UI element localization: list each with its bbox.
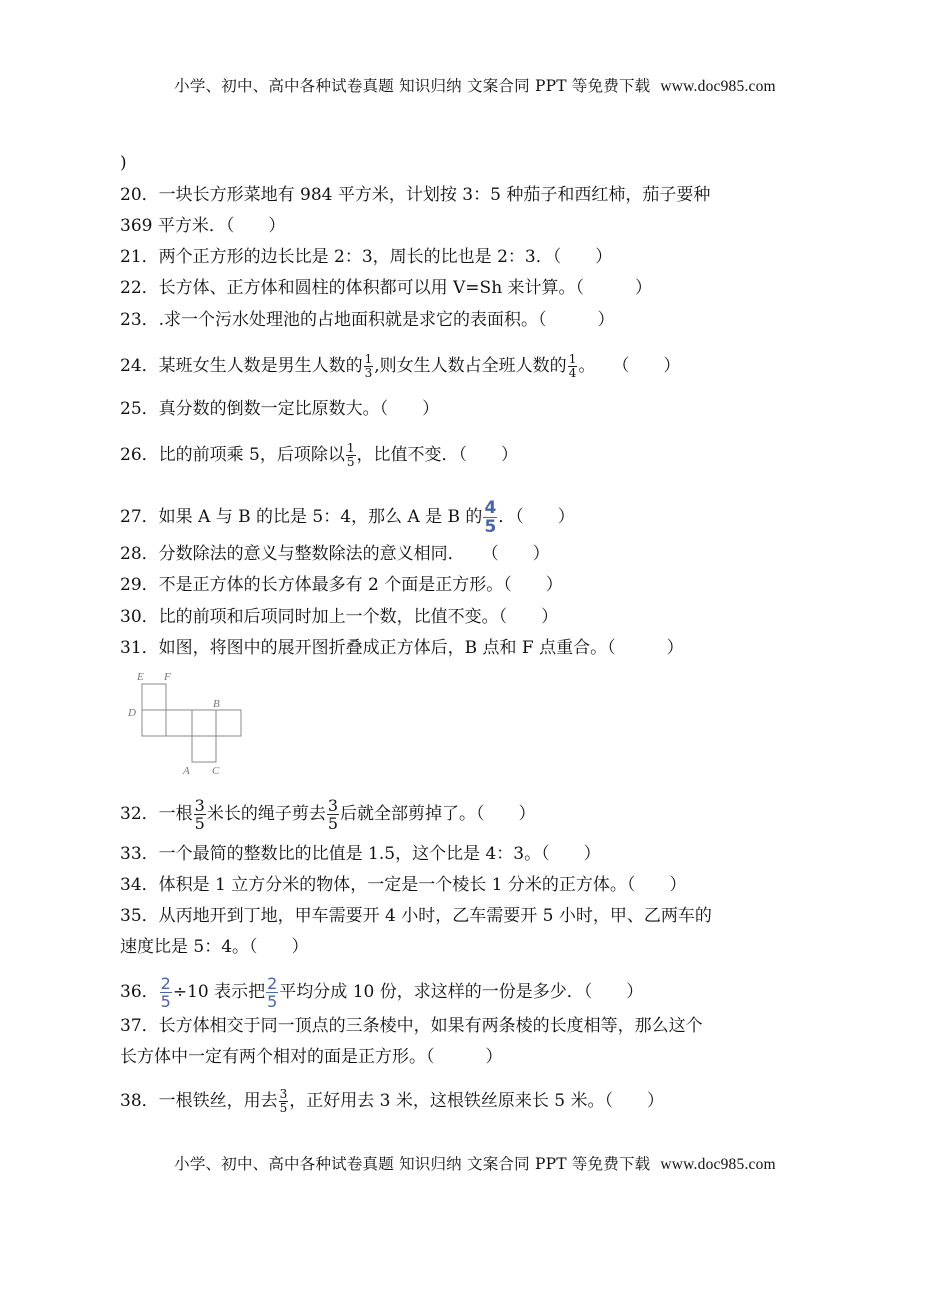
- net-square-top: [142, 684, 166, 710]
- question-37-line2: 长方体中一定有两个相对的面是正方形。（ ）: [120, 1047, 503, 1067]
- q32-text-a: 32．一根: [120, 804, 193, 824]
- fraction-numerator: 1: [568, 352, 577, 366]
- q24-text-a: 24．某班女生人数是男生人数的: [120, 356, 363, 376]
- fraction-denominator: 4: [568, 366, 577, 380]
- q26-text-b: ，比值不变．（ ）: [356, 445, 518, 465]
- net-square-4: [216, 710, 241, 736]
- fraction-three-fifths-c: [279, 1088, 289, 1115]
- fraction-one-fifth: [346, 442, 356, 469]
- question-32: [120, 797, 536, 832]
- fraction-numerator: 1: [364, 352, 373, 366]
- fragment-paren: ): [120, 153, 127, 173]
- page-header: [0, 74, 950, 96]
- q27-text-a: 27．如果 A 与 B 的比是 5：4，那么 A 是 B 的: [120, 507, 483, 527]
- fraction-four-fifths: [483, 499, 497, 536]
- fraction-denominator: 5: [160, 992, 171, 1011]
- fraction-numerator: 1: [346, 441, 355, 455]
- label-f: F: [164, 671, 171, 683]
- fraction-numerator: 2: [160, 974, 171, 993]
- fraction-denominator: 5: [327, 814, 339, 833]
- question-23: 23．.求一个污水处理池的占地面积就是求它的表面积。（ ）: [120, 310, 615, 330]
- net-square-2: [166, 710, 192, 736]
- question-31: 31．如图，将图中的展开图折叠成正方体后，B 点和 F 点重合。（ ）: [120, 638, 684, 658]
- fraction-denominator: 5: [279, 1101, 288, 1115]
- question-24: [120, 353, 680, 380]
- question-20-line2: 369 平方米．（ ）: [120, 216, 286, 236]
- q32-text-b: 米长的绳子剪去: [206, 804, 326, 824]
- fraction-numerator: 3: [279, 1087, 288, 1101]
- footer-site: www.doc985.com: [660, 1156, 776, 1173]
- fraction-numerator: 3: [327, 796, 339, 815]
- label-c: C: [212, 765, 220, 777]
- header-text: 小学、初中、高中各种试卷真题 知识归纳 文案合同 PPT 等免费下载: [174, 77, 651, 95]
- question-25: 25．真分数的倒数一定比原数大。（ ）: [120, 399, 440, 419]
- fraction-one-fourth: [568, 353, 578, 380]
- fraction-denominator: 5: [484, 517, 497, 537]
- question-35-line1: 35．从丙地开到丁地，甲车需要开 4 小时，乙车需要开 5 小时，甲、乙两车的: [120, 906, 712, 926]
- net-square-3: [192, 710, 216, 736]
- fraction-denominator: 5: [194, 814, 205, 833]
- fraction-numerator: 4: [484, 498, 497, 518]
- question-27: [120, 499, 575, 536]
- q24-text-c: 。 （ ）: [578, 356, 681, 376]
- q36-text-b: ÷10 表示把: [172, 982, 266, 1002]
- question-38: [120, 1088, 664, 1115]
- q24-text-b: ,则女生人数占全班人数的: [374, 356, 567, 376]
- fraction-denominator: 5: [267, 992, 278, 1011]
- fraction-denominator: 5: [346, 455, 355, 469]
- q26-text-a: 26．比的前项乘 5，后项除以: [120, 445, 345, 465]
- page-footer: [0, 1152, 950, 1174]
- label-d: D: [128, 707, 136, 719]
- fraction-two-fifths-b: [266, 975, 278, 1010]
- label-a: A: [183, 765, 190, 777]
- question-35-line2: 速度比是 5：4。（ ）: [120, 937, 309, 957]
- q27-text-b: ．（ ）: [498, 507, 575, 527]
- question-28: 28．分数除法的意义与整数除法的意义相同． （ ）: [120, 544, 550, 564]
- q38-text-a: 38．一根铁丝，用去: [120, 1091, 278, 1111]
- q38-text-b: ，正好用去 3 米，这根铁丝原来长 5 米。（ ）: [289, 1091, 665, 1111]
- q36-text-a: 36．: [120, 982, 159, 1002]
- question-34: 34．体积是 1 立方分米的物体，一定是一个棱长 1 分米的正方体。（ ）: [120, 875, 687, 895]
- header-site: www.doc985.com: [660, 78, 776, 95]
- q32-text-c: 后就全部剪掉了。（ ）: [340, 804, 536, 824]
- question-20-line1: 20．一块长方形菜地有 984 平方米，计划按 3：5 种茄子和西红柿，茄子要种: [120, 185, 711, 205]
- net-square-bottom: [192, 736, 216, 762]
- fraction-two-fifths-a: [160, 975, 172, 1010]
- label-e: E: [137, 671, 144, 683]
- fraction-three-fifths-a: [194, 797, 206, 832]
- net-square-1: [142, 710, 166, 736]
- q36-text-c: 平均分成 10 份，求这样的一份是多少．（ ）: [279, 982, 644, 1002]
- question-33: 33．一个最简的整数比的比值是 1.5，这个比是 4：3。（ ）: [120, 844, 601, 864]
- question-26: [120, 442, 518, 469]
- fraction-one-third: [364, 353, 374, 380]
- fraction-numerator: 2: [267, 974, 278, 993]
- footer-text: 小学、初中、高中各种试卷真题 知识归纳 文案合同 PPT 等免费下载: [174, 1155, 651, 1173]
- question-22: 22．长方体、正方体和圆柱的体积都可以用 V=Sh 来计算。（ ）: [120, 278, 653, 298]
- fraction-numerator: 3: [194, 796, 205, 815]
- question-21: 21．两个正方形的边长比是 2：3，周长的比也是 2：3．（ ）: [120, 247, 613, 267]
- fraction-denominator: 3: [364, 366, 373, 380]
- fraction-three-fifths-b: [327, 797, 339, 832]
- question-37-line1: 37．长方体相交于同一顶点的三条棱中，如果有两条棱的长度相等，那么这个: [120, 1016, 703, 1036]
- question-36: [120, 975, 643, 1010]
- question-29: 29．不是正方体的长方体最多有 2 个面是正方形。（ ）: [120, 575, 563, 595]
- cube-net-diagram: [124, 668, 249, 780]
- label-b: B: [213, 698, 220, 710]
- question-30: 30．比的前项和后项同时加上一个数，比值不变。（ ）: [120, 607, 559, 627]
